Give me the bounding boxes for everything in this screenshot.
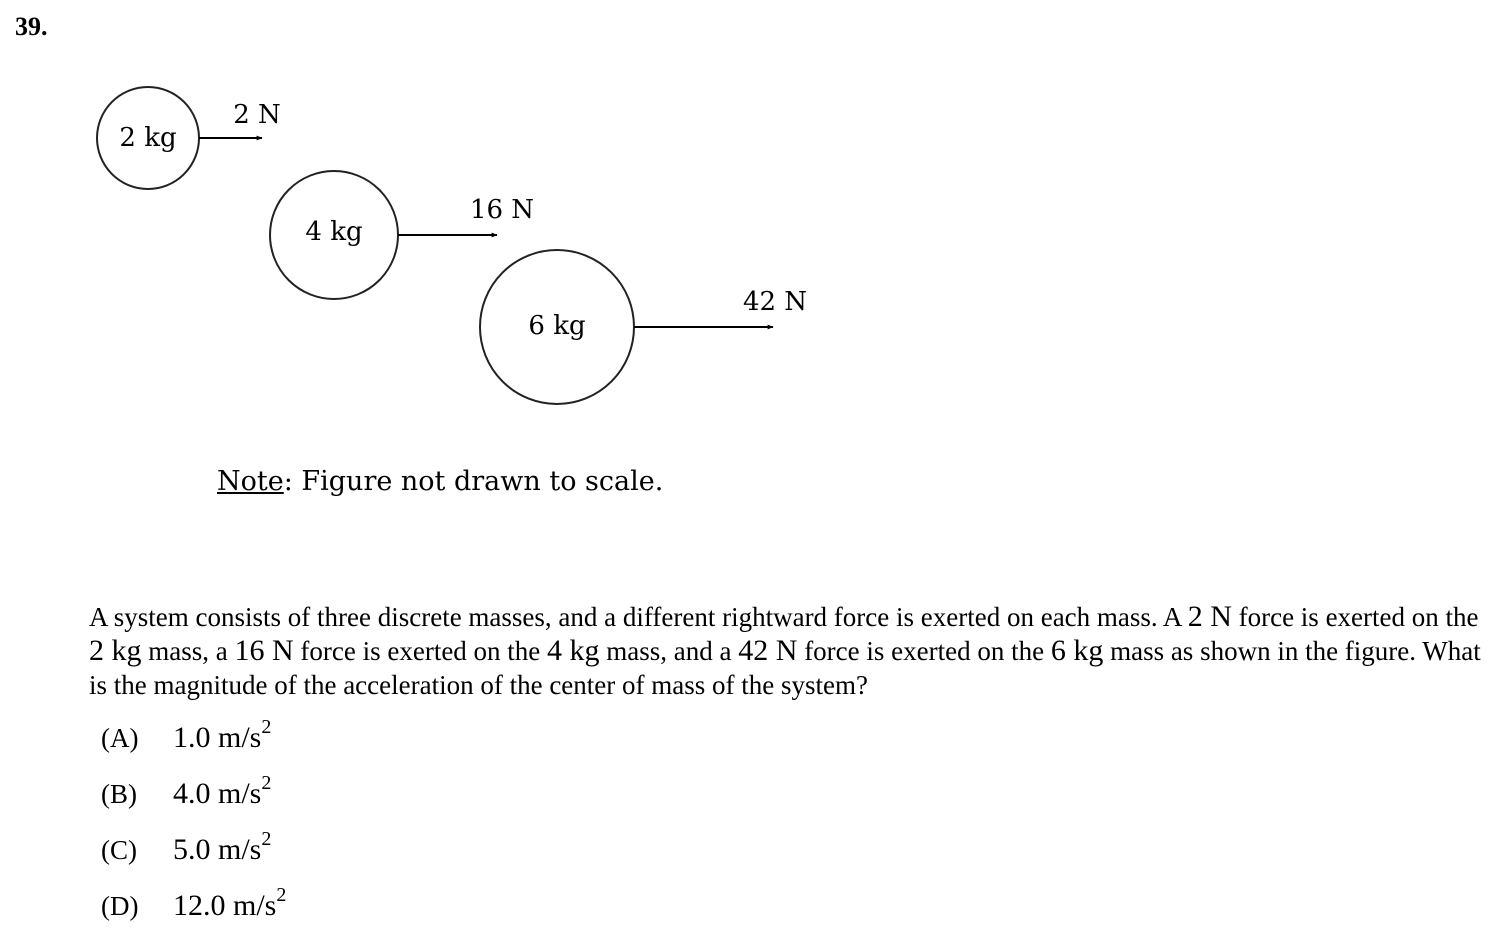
- mass-2kg: [97, 87, 199, 189]
- stem-text: mass as shown in the figure. What is the magnitude of the acceleration of the center of mass of the system?: [89, 636, 1481, 700]
- stem-text: force is exerted on the: [797, 636, 1051, 666]
- mass-6kg-label: 6 kg: [528, 311, 586, 341]
- choice-letter: (D): [101, 891, 139, 921]
- choice-c[interactable]: [101, 828, 272, 867]
- stem-text: force is exerted on the: [1231, 602, 1479, 632]
- stem-text: mass, and a: [599, 636, 739, 666]
- mass-2kg-label: 2 kg: [119, 123, 177, 153]
- choice-value: 1.0 m/s: [173, 721, 262, 754]
- stem-force-16n: 16 N: [234, 634, 294, 667]
- note-label: Note: [217, 466, 284, 497]
- force-diagram: [0, 0, 900, 450]
- stem-force-42n: 42 N: [738, 634, 798, 667]
- stem-force-2n: 2 N: [1187, 600, 1232, 633]
- choice-value: 5.0 m/s: [173, 833, 262, 866]
- choice-exponent: 2: [261, 772, 272, 794]
- choice-exponent: 2: [261, 828, 272, 850]
- stem-mass-6kg: 6 kg: [1050, 634, 1104, 667]
- choice-exponent: 2: [276, 884, 287, 906]
- stem-mass-2kg: 2 kg: [89, 634, 142, 667]
- force-arrow-42n: [634, 287, 807, 327]
- choice-value: 12.0 m/s: [173, 889, 277, 922]
- force-arrow-16n: [398, 195, 534, 235]
- choice-letter: (A): [101, 723, 139, 753]
- choice-letter: (C): [101, 835, 137, 865]
- mass-4kg-label: 4 kg: [305, 217, 363, 247]
- force-arrow-2n: [199, 100, 281, 138]
- stem-text: force is exerted on the: [293, 636, 548, 666]
- stem-mass-4kg: 4 kg: [547, 634, 600, 667]
- choice-letter: (B): [101, 779, 137, 809]
- mass-4kg: [270, 171, 398, 299]
- force-42n-label: 42 N: [742, 287, 808, 317]
- force-16n-label: 16 N: [469, 195, 535, 225]
- stem-text: mass, a: [141, 636, 235, 666]
- choice-value: 4.0 m/s: [173, 777, 262, 810]
- force-2n-label: 2 N: [233, 100, 281, 130]
- mass-6kg: [480, 250, 634, 404]
- stem-text: A system consists of three discrete masses, and a different rightward force is exerted on each mass. A: [89, 602, 1188, 632]
- figure-note: [217, 466, 663, 497]
- choice-d[interactable]: [101, 884, 287, 923]
- note-text: : Figure not drawn to scale.: [283, 466, 664, 497]
- question-number: 39.: [15, 12, 48, 41]
- choice-exponent: 2: [261, 716, 272, 738]
- question-stem: [89, 600, 1489, 702]
- choice-a[interactable]: [101, 716, 272, 755]
- choice-b[interactable]: [101, 772, 272, 811]
